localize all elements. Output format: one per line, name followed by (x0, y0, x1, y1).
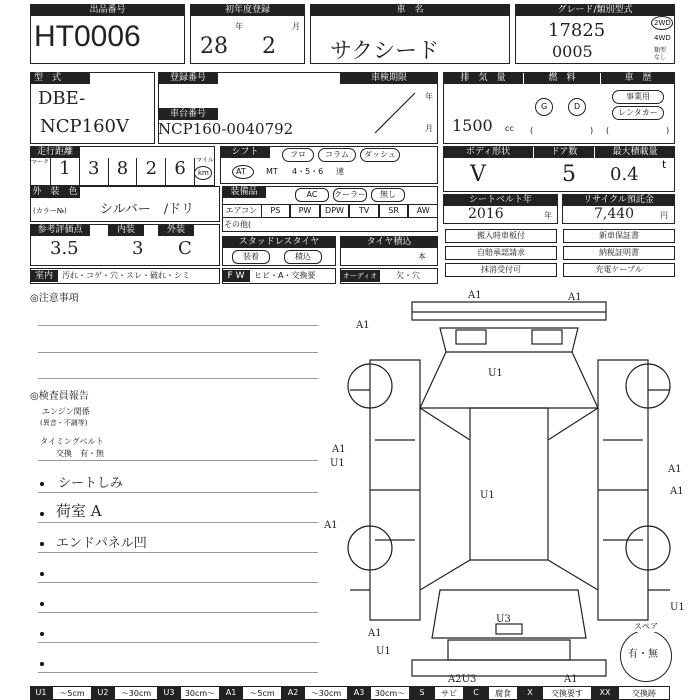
inspector-entry: 荷室 A (56, 502, 102, 520)
legend-value: 〜30cm (114, 686, 158, 700)
seatbelt-value: 2016 (468, 206, 504, 222)
shift-column: コラム (318, 148, 356, 162)
grade-2wd: 2WD (654, 19, 671, 27)
shift-gears-unit: 速 (336, 167, 344, 176)
damage-mark: U1 (330, 458, 345, 469)
audio-value: 欠・穴 (396, 271, 420, 280)
mileage-digit: 1 (50, 158, 79, 186)
car-name-label: 車 名 (310, 4, 510, 16)
legend-key: U2 (92, 686, 114, 700)
grade-4wd: 4WD (654, 34, 671, 42)
tire-unit: 本 (418, 252, 426, 261)
damage-mark: U1 (376, 646, 391, 657)
fuel-d: D (574, 102, 581, 111)
service-item: 納税証明書 (563, 246, 675, 260)
fuel-paren-r: ) (590, 126, 594, 135)
inspector-engine: エンジン関係 (42, 407, 90, 416)
inspector-entry: シートしみ (58, 476, 124, 491)
lot-number: HT0006 (34, 20, 141, 53)
bullet (40, 542, 44, 546)
recycle-value: 7,440 (594, 206, 635, 222)
damage-mark: U1 (670, 602, 685, 613)
color-value: シルバー /ドリ (100, 202, 195, 217)
inspector-line (38, 460, 318, 461)
mileage-label: 走行距離 (30, 146, 80, 158)
shift-options (282, 148, 400, 162)
equip-ac: AC (295, 188, 329, 202)
legend-value: 〜5cm (242, 686, 282, 700)
damage-mark: U3 (496, 614, 511, 625)
damage-mark: A1 (368, 628, 382, 639)
equipment-label: 装備品 (222, 186, 266, 198)
shift-gears: 4・5・6 (292, 167, 324, 176)
equip-none: 無し (371, 188, 405, 202)
mileage-unit-mile: マイル (196, 157, 214, 164)
interior-value: 汚れ・コゲ・穴・スレ・破れ・シミ (62, 271, 190, 280)
inspector-line (38, 552, 318, 553)
legend-key: C (464, 686, 488, 700)
tire-label: タイヤ積込 (340, 236, 438, 248)
equip-aircon: エアコン (222, 204, 261, 218)
interior-label: 室内 (30, 270, 58, 282)
payload-value: 0.4 (610, 164, 639, 185)
bullet (40, 602, 44, 606)
model-label: 型 式 (30, 72, 90, 84)
lot-label: 出品番号 (30, 4, 185, 16)
service-item: 搬入時車板付 (445, 229, 557, 243)
damage-mark: A1 (332, 444, 346, 455)
legend-key: A3 (348, 686, 370, 700)
legend-key: S (410, 686, 434, 700)
doors-label: ドア数 (534, 146, 594, 158)
service-item: 新車保証書 (563, 229, 675, 243)
shift-floor: フロ (282, 148, 314, 162)
fw-value: ヒビ・A・交換要 (254, 271, 316, 280)
inspection-strike (370, 88, 420, 138)
mileage-digits (50, 158, 195, 186)
inspector-line (38, 522, 318, 523)
fuel-g: G (541, 102, 548, 111)
engine-label: 排 気 量 (443, 72, 523, 84)
grade-none: 類型 なし (654, 47, 667, 61)
first-reg-month: 2 (262, 34, 276, 59)
color-label: 外 装 色 (30, 186, 80, 198)
first-reg-label: 初年度登録 (190, 4, 305, 16)
fuel-paren-l: ( (530, 126, 534, 135)
inspector-engine-sub: (異音・不調等) (40, 419, 88, 427)
inspector-line (38, 672, 318, 673)
legend-value: 30cm〜 (180, 686, 220, 700)
damage-mark: A1 (668, 464, 682, 475)
mileage-mark: マーク (31, 159, 50, 166)
equip-dpw: DPW (320, 204, 350, 218)
legend-key: A2 (282, 686, 304, 700)
shift-dash: ダッシュ (360, 148, 400, 162)
equip-ps: PS (261, 204, 291, 218)
bullet (40, 632, 44, 636)
payload-unit: t (662, 158, 667, 171)
mileage-unit-km: km (198, 169, 209, 177)
body-label: ボディ形状 (443, 146, 533, 158)
car-name: サクシード (330, 39, 440, 64)
shift-at: AT (236, 167, 246, 176)
bullet (40, 572, 44, 576)
studless-loaded: 積込 (284, 250, 322, 264)
inspector-entry: エンドパネル凹 (56, 536, 147, 551)
history-rental: レンタカー (612, 106, 664, 120)
grade-label: グレード/類別型式 (515, 4, 675, 16)
legend-key: A1 (220, 686, 242, 700)
equip-aw: AW (408, 204, 438, 218)
recycle-unit: 円 (660, 211, 668, 220)
recycle-label: リサイクル預託金 (562, 194, 675, 206)
inspector-label: ◎検査員報告 (30, 391, 89, 402)
chassis-number: NCP160-0040792 (158, 120, 294, 138)
inspector-line (38, 492, 318, 493)
legend-value: 交換跡 (618, 686, 670, 700)
spare-label: スペア (634, 622, 658, 631)
inspection-month-unit: 月 (425, 124, 433, 133)
legend-value: 〜5cm (52, 686, 92, 700)
notes-label: ◎注意事項 (30, 293, 79, 304)
legend-key: U1 (30, 686, 52, 700)
history-business: 事業用 (612, 90, 664, 104)
seatbelt-label: シートベルト年 (443, 194, 558, 206)
mileage-digit: 3 (79, 158, 108, 186)
inspection-year-unit: 年 (425, 92, 433, 101)
damage-mark: A1 (324, 520, 338, 531)
doors-value: 5 (562, 162, 576, 187)
grade-out-value: C (178, 238, 192, 259)
damage-mark: A1 (468, 290, 482, 301)
note-line (38, 378, 318, 379)
inspection-label: 車検期限 (340, 72, 438, 84)
inspector-line (38, 612, 318, 613)
mileage-digit: 2 (136, 158, 165, 186)
reg-no-label: 登録番号 (158, 72, 218, 84)
grade-in-label: 内装 (108, 224, 144, 236)
grade-line2: 0005 (552, 42, 593, 61)
legend-key: X (518, 686, 542, 700)
damage-mark: A1 (564, 674, 578, 685)
fuel-label: 燃 料 (524, 72, 600, 84)
damage-mark: A2U3 (448, 674, 477, 685)
audio-label: オーディオ (340, 270, 380, 282)
inspector-timing-sub: 交換 有・無 (56, 449, 104, 458)
legend-value: 30cm〜 (370, 686, 410, 700)
studless-mounted: 装着 (232, 250, 270, 264)
history-paren-r: ) (666, 126, 670, 135)
engine-value: 1500 (452, 116, 493, 135)
services-grid (445, 229, 675, 277)
bullet (40, 512, 44, 516)
month-unit: 月 (292, 22, 300, 31)
service-item: 自賠承認請求 (445, 246, 557, 260)
color-sub: (カラー№) (33, 207, 67, 215)
engine-unit: cc (505, 124, 514, 133)
bullet (40, 482, 44, 486)
year-unit: 年 (235, 22, 243, 31)
fw-label: F W (222, 270, 250, 282)
service-item: 充電ケーブル (563, 263, 675, 277)
bullet (40, 662, 44, 666)
damage-mark: U1 (488, 368, 503, 379)
grade-in-value: 3 (132, 238, 144, 259)
mileage-digit: 8 (108, 158, 137, 186)
legend-value: 〜30cm (304, 686, 348, 700)
note-line (38, 352, 318, 353)
model-value-2: NCP160V (40, 116, 129, 137)
inspector-line (38, 582, 318, 583)
service-item: 抹消受付可 (445, 263, 557, 277)
history-label: 車 歴 (601, 72, 675, 84)
damage-mark: A1 (356, 320, 370, 331)
legend-value: 交換要す (542, 686, 592, 700)
model-value-1: DBE- (38, 88, 86, 109)
history-paren-l: ( (606, 126, 610, 135)
equipment-row1 (295, 188, 405, 202)
grade-total-label: 参考評価点 (30, 224, 90, 236)
legend-value: 腐食 (488, 686, 518, 700)
chassis-label: 車台番号 (158, 108, 218, 120)
grade-line1: 17825 (548, 20, 606, 41)
damage-mark: A1 (670, 486, 684, 497)
inspector-line (38, 642, 318, 643)
note-line (38, 325, 318, 326)
equipment-other: その他( (224, 220, 252, 229)
spare-value: 有・無 (628, 649, 658, 660)
shift-label: シフト (220, 146, 270, 158)
damage-mark: U1 (480, 490, 495, 501)
first-reg-year: 28 (200, 34, 228, 59)
body-value: V (470, 162, 486, 187)
equipment-row2 (222, 204, 438, 218)
legend-key: XX (592, 686, 618, 700)
equip-tv: TV (349, 204, 379, 218)
shift-mt: MT (266, 167, 278, 176)
damage-mark: A1 (568, 292, 582, 303)
equip-pw: PW (290, 204, 320, 218)
seatbelt-unit: 年 (544, 211, 552, 220)
equip-cooler: クーラー (333, 188, 367, 202)
grade-out-label: 外装 (158, 224, 194, 236)
inspector-timing: タイミングベルト (40, 437, 104, 446)
studless-label: スタッドレスタイヤ (222, 236, 336, 248)
equip-sr: SR (379, 204, 409, 218)
payload-label: 最大積載量 (595, 146, 675, 158)
legend-key: U3 (158, 686, 180, 700)
grade-total-value: 3.5 (50, 238, 79, 259)
legend-value: サビ (434, 686, 464, 700)
mileage-digit: 6 (165, 158, 195, 186)
